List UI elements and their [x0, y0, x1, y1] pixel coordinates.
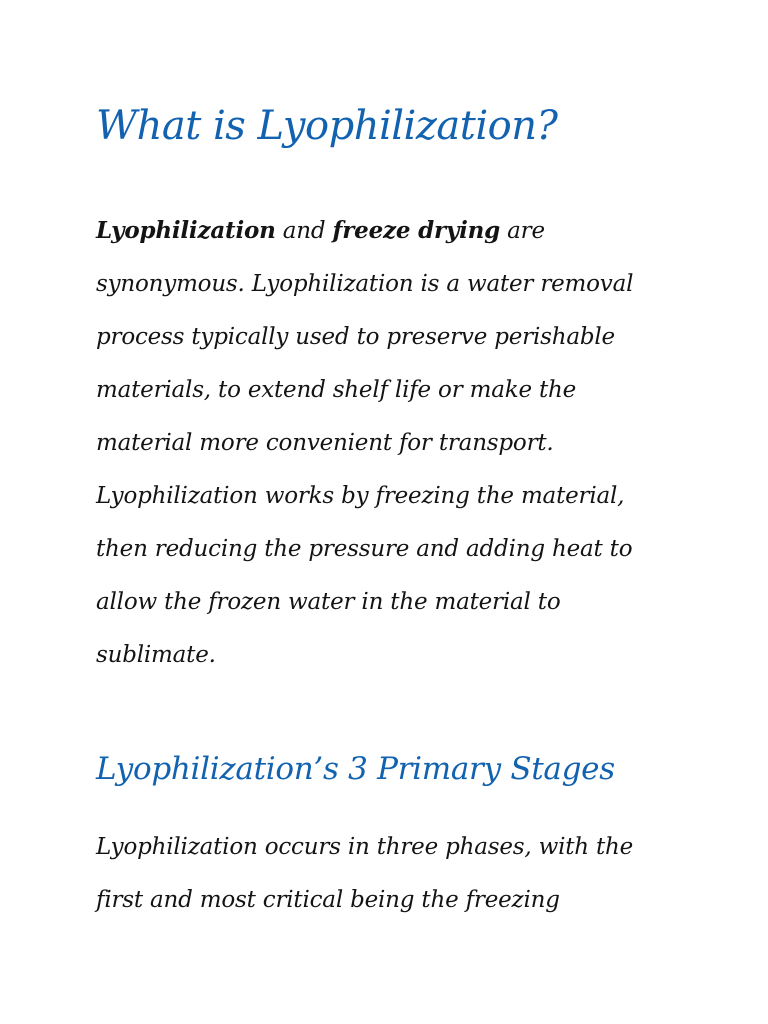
term-freeze-drying: freeze drying	[332, 217, 501, 244]
term-lyophilization: Lyophilization	[96, 217, 276, 244]
section-heading: Lyophilization’s 3 Primary Stages	[96, 751, 615, 787]
section-paragraph: Lyophilization occurs in three phases, with the first and most critical being the freezing	[96, 834, 634, 913]
intro-text: are synonymous. Lyophilization is a water removal process typically used to preserve perishable materials, to extend shelf life or make the material more convenient for transport. Lyophilization works by freezing the material, then reducing the pressure and adding heat to allow the frozen water in the material to sublimate.	[96, 218, 634, 668]
intro-connector: and	[275, 218, 333, 244]
article	[96, 86, 696, 927]
page-title: What is Lyophilization?	[96, 103, 558, 149]
intro-paragraph	[96, 204, 676, 682]
